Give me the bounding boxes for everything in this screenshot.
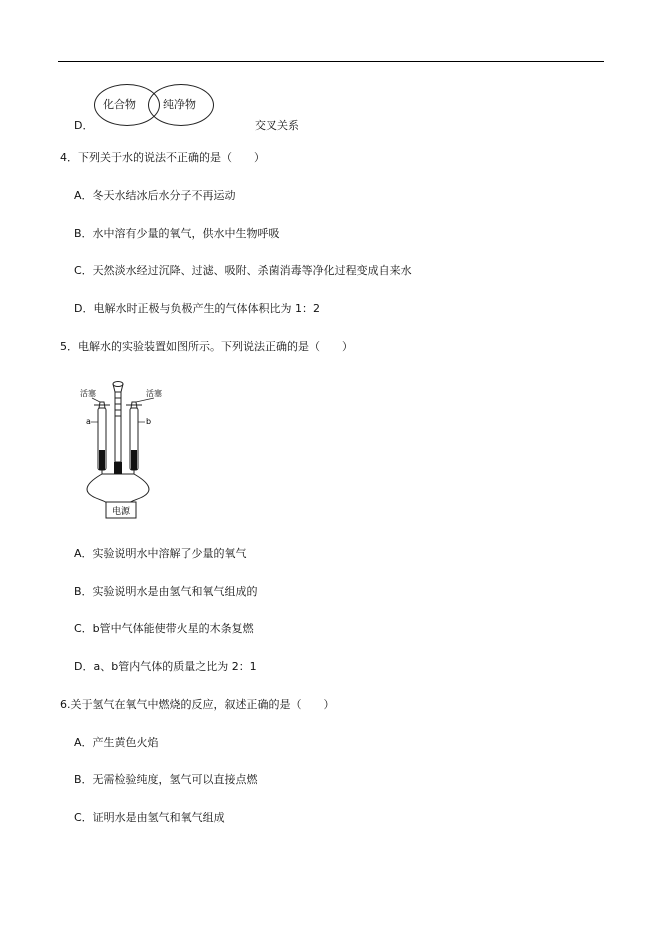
q4-option-c: C．天然淡水经过沉降、过滤、吸附、杀菌消毒等净化过程变成自来水: [74, 264, 412, 277]
venn-label-right: 纯净物: [163, 98, 196, 111]
tube-a-label: a: [86, 417, 91, 426]
wire-left: [87, 474, 110, 506]
q6-option-c: C．证明水是由氢气和氧气组成: [74, 811, 225, 824]
wire-right: [126, 474, 149, 506]
q4-option-a: A．冬天水结冰后水分子不再运动: [74, 189, 236, 202]
q6-option-a: A．产生黄色火焰: [74, 736, 159, 749]
central-tube: [115, 392, 121, 462]
q3-relation-label: 交叉关系: [255, 119, 299, 132]
q6-stem: 6.关于氢气在氧气中燃烧的反应，叙述正确的是（ ）: [60, 698, 335, 711]
center-water: [114, 462, 122, 474]
q3-option-d-label: D．: [74, 119, 94, 132]
electrolysis-apparatus-diagram: [78, 378, 178, 520]
q5-option-c: C．b管中气体能使带火星的木条复燃: [74, 622, 254, 635]
tube-b-label: b: [146, 417, 152, 426]
valve-left-label: 活塞: [80, 389, 96, 398]
reservoir-funnel: [113, 382, 123, 393]
venn-label-left: 化合物: [103, 98, 136, 111]
header-rule: [58, 61, 604, 62]
q4-option-d: D．电解水时正极与负极产生的气体体积比为 1：2: [74, 302, 320, 315]
tube-b-water: [131, 450, 137, 470]
q5-option-d: D．a、b管内气体的质量之比为 2：1: [74, 660, 257, 673]
q4-stem: 4．下列关于水的说法不正确的是（ ）: [60, 151, 265, 164]
q5-option-b: B．实验说明水是由氢气和氧气组成的: [74, 585, 258, 598]
venn-diagram: [92, 84, 216, 126]
valve-right-label: 活塞: [146, 389, 162, 398]
q5-option-a: A．实验说明水中溶解了少量的氧气: [74, 547, 247, 560]
q6-option-b: B．无需检验纯度，氢气可以直接点燃: [74, 773, 258, 786]
q5-stem: 5．电解水的实验装置如图所示。下列说法正确的是（ ）: [60, 340, 353, 353]
tube-a-water: [99, 450, 105, 470]
q4-option-b: B．水中溶有少量的氧气，供水中生物呼吸: [74, 227, 280, 240]
power-label: 电源: [111, 507, 131, 517]
